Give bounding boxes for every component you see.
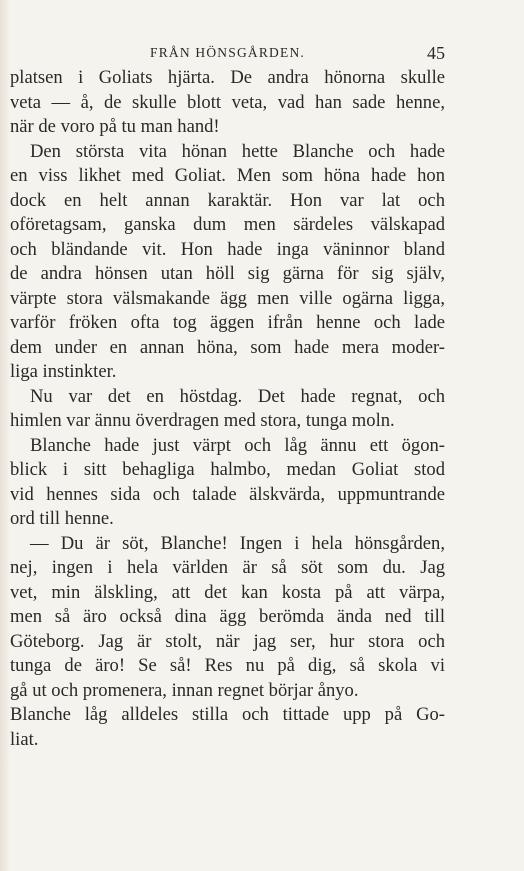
text-line: oföretagsam, ganska dum men särdeles välskapad (10, 214, 445, 235)
text-line: Den största vita hönan hette Blanche och hade (30, 140, 445, 162)
text-line: gå ut och promenera, innan regnet börjar ånyo. (10, 679, 359, 701)
text-line: dem under en annan höna, som hade mera moder- (10, 336, 445, 358)
page-number: 45 (427, 43, 445, 63)
text-line: varför fröken ofta tog äggen ifrån henne och lade (10, 312, 445, 333)
text-line: när de voro på tu man hand! (10, 116, 220, 137)
text-line: platsen i Goliats hjärta. De andra hönorna skulle (10, 67, 445, 88)
text-line: och bländande vit. Hon hade inga väninnor bland (10, 238, 445, 260)
page-edge-shadow (0, 0, 10, 871)
running-head (0, 40, 524, 66)
text-line: ord till henne. (10, 508, 114, 529)
text-line: Blanche låg alldeles stilla och tittade upp på Go- (10, 704, 445, 725)
text-line: dock en helt annan karaktär. Hon var lat och (10, 189, 445, 211)
text-line: värpte stora välsmakande ägg men ville ogärna ligga, (10, 287, 445, 309)
text-line: veta — å, de skulle blott veta, vad han sade henne, (10, 91, 445, 113)
text-line: Blanche hade just värpt och låg ännu ett ögon- (30, 434, 445, 456)
text-line: himlen var ännu överdragen med stora, tunga moln. (10, 410, 395, 431)
text-line: liat. (10, 728, 39, 750)
text-line: blick i sitt behagliga halmbo, medan Goliat stod (10, 459, 445, 480)
text-line: vid hennes sida och talade älskvärda, uppmuntrande (10, 483, 445, 505)
text-line: vet, min älskling, att det kan kosta på att värpa, (10, 581, 445, 603)
text-line: — Du är söt, Blanche! Ingen i hela hönsgården, (30, 532, 445, 554)
running-title: FRÅN HÖNSGÅRDEN. (150, 45, 305, 60)
text-line: men så äro också dina ägg berömda ända ned till (10, 606, 445, 627)
text-line: tunga de äro! Se så! Res nu på dig, så skola vi (10, 655, 445, 676)
text-line: Göteborg. Jag är stolt, när jag ser, hur stora och (10, 630, 445, 652)
text-line: nej, ingen i hela världen är så söt som du. Jag (10, 557, 445, 578)
text-line: de andra hönsen utan höll sig gärna för sig själv, (10, 263, 445, 284)
body-text (10, 66, 445, 752)
text-line: en viss likhet med Goliat. Men som höna hade hon (10, 165, 445, 186)
text-line: liga instinkter. (10, 361, 117, 382)
text-line: Nu var det en höstdag. Det hade regnat, och (30, 385, 445, 407)
